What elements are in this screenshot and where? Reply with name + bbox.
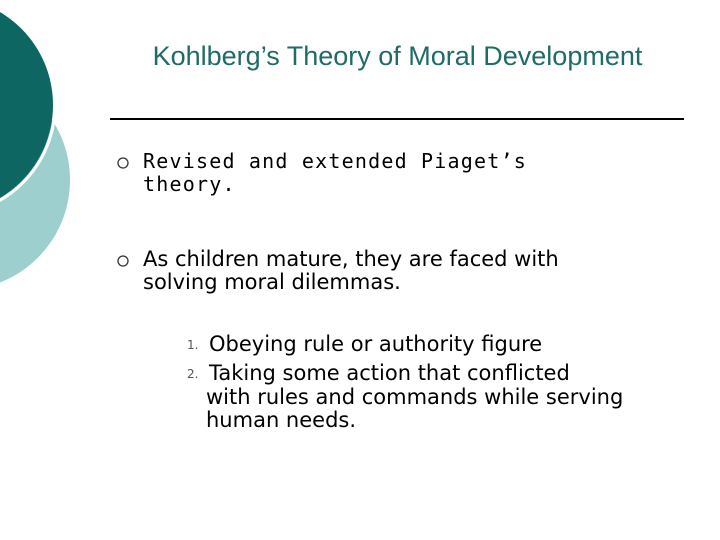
bullet-text-2 xyxy=(143,248,663,294)
item-1-text: Obeying rule or authority figure xyxy=(209,332,543,356)
numbered-item-1 xyxy=(187,333,687,357)
decorative-circles xyxy=(0,0,120,300)
bullet-2-line-2: solving moral dilemmas. xyxy=(143,270,401,294)
item-2-line-1: Taking some action that conflicted xyxy=(209,361,570,385)
item-number-2: 2. xyxy=(187,367,199,381)
bullet-1-line-1: Revised and extended Piaget’s xyxy=(143,149,527,173)
hollow-circle-bullet-icon xyxy=(115,253,133,271)
item-2-line-3: human needs. xyxy=(206,408,357,432)
bullet-text-1 xyxy=(143,150,663,196)
bullet-1-line-2: theory. xyxy=(143,172,236,196)
numbered-item-2 xyxy=(187,362,687,432)
hollow-circle-bullet-icon xyxy=(115,155,133,173)
item-number-1: 1. xyxy=(187,338,199,352)
bullet-2-line-1: As children mature, they are faced with xyxy=(143,247,559,271)
item-2-line-2: with rules and commands while serving xyxy=(206,385,624,409)
title-divider xyxy=(110,118,684,120)
slide-title: Kohlberg’s Theory of Moral Development xyxy=(152,41,643,71)
